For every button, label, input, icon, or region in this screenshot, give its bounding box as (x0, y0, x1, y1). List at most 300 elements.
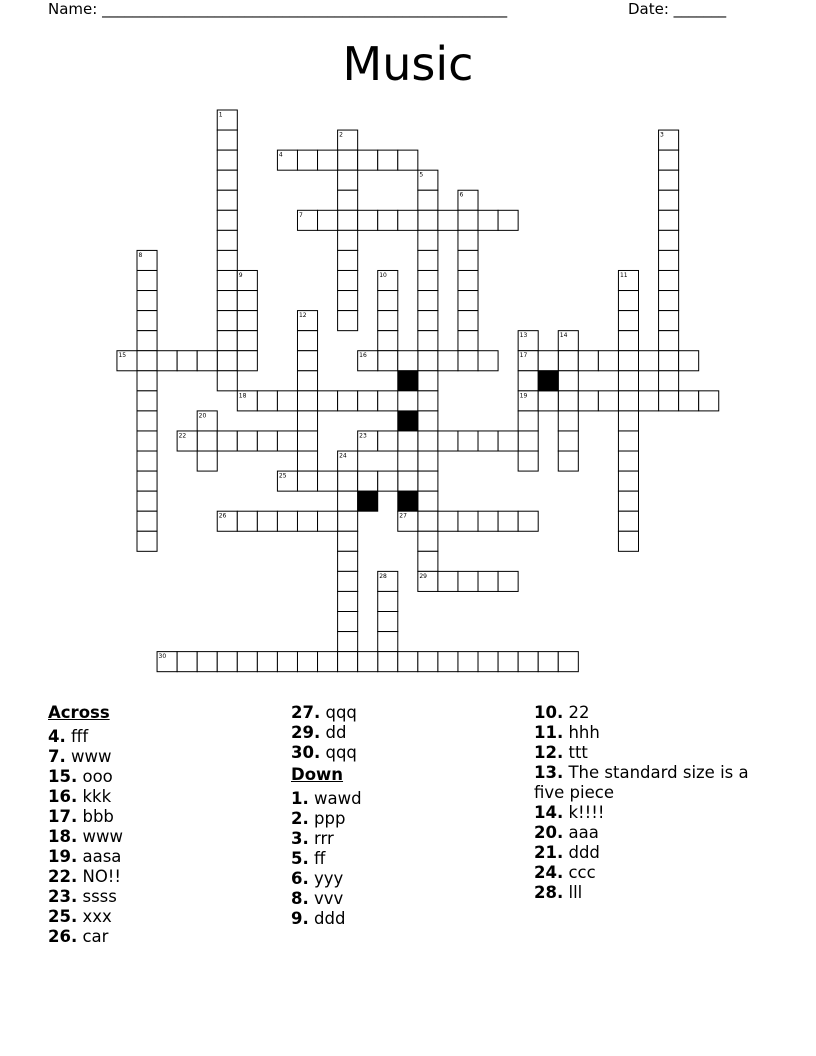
date-field-label[interactable]: Date: _______ (628, 0, 727, 18)
clue-item (291, 829, 511, 849)
grid-cell[interactable] (398, 471, 418, 491)
grid-cell[interactable] (297, 351, 317, 371)
grid-cell[interactable] (277, 391, 297, 411)
grid-cell[interactable] (358, 351, 378, 371)
grid-cell[interactable] (558, 351, 578, 371)
grid-cell[interactable] (558, 652, 578, 672)
grid-cell[interactable] (518, 652, 538, 672)
grid-cell[interactable] (237, 511, 257, 531)
grid-cell[interactable] (418, 451, 438, 471)
grid-cell[interactable] (418, 331, 438, 351)
grid-cell[interactable] (558, 391, 578, 411)
header (48, 0, 768, 20)
clue-number: 25. (48, 907, 78, 926)
grid-cell[interactable] (137, 391, 157, 411)
grid-cell[interactable] (398, 511, 418, 531)
grid-cell[interactable] (197, 411, 217, 431)
grid-cell[interactable] (338, 391, 358, 411)
grid-cell[interactable] (338, 571, 358, 591)
clue-number-label: 12 (298, 312, 307, 320)
name-field-label[interactable]: Name: ______________________________________________________ (48, 0, 508, 18)
clue-text: aasa (77, 847, 122, 866)
grid-cell[interactable] (137, 371, 157, 391)
grid-cell[interactable] (498, 652, 518, 672)
grid-cell[interactable] (478, 210, 498, 230)
grid-cell[interactable] (659, 170, 679, 190)
grid-cell[interactable] (338, 210, 358, 230)
grid-cell[interactable] (297, 411, 317, 431)
grid-cell[interactable] (518, 351, 538, 371)
clue-number: 3. (291, 829, 309, 848)
grid-cell[interactable] (458, 190, 478, 210)
grid-cell[interactable] (378, 612, 398, 632)
grid-cell[interactable] (217, 250, 237, 270)
grid-cell[interactable] (458, 270, 478, 290)
grid-cell[interactable] (237, 351, 257, 371)
grid-cell[interactable] (639, 391, 659, 411)
grid-cell[interactable] (458, 431, 478, 451)
grid-cell[interactable] (378, 210, 398, 230)
grid-cell[interactable] (217, 270, 237, 290)
grid-cell[interactable] (498, 571, 518, 591)
grid-cell[interactable] (297, 391, 317, 411)
clue-number-label: 20 (198, 412, 207, 420)
grid-cell[interactable] (237, 311, 257, 331)
clue-number-label: 29 (419, 572, 427, 580)
grid-cell[interactable] (338, 130, 358, 150)
grid-cell[interactable] (438, 652, 458, 672)
grid-cell[interactable] (618, 311, 638, 331)
grid-cell[interactable] (378, 270, 398, 290)
grid-cell[interactable] (618, 511, 638, 531)
grid-cell[interactable] (618, 451, 638, 471)
clue-number: 13. (534, 763, 564, 782)
grid-cell[interactable] (618, 471, 638, 491)
clue-item (48, 887, 268, 907)
clue-number: 9. (291, 909, 309, 928)
grid-cell[interactable] (659, 190, 679, 210)
grid-cell[interactable] (338, 150, 358, 170)
clue-number: 19. (48, 847, 78, 866)
grid-cell[interactable] (297, 431, 317, 451)
clue-text: xxx (77, 907, 112, 926)
clue-number-label: 6 (459, 191, 464, 199)
grid-cell[interactable] (418, 571, 438, 591)
grid-cell[interactable] (157, 351, 177, 371)
grid-cell[interactable] (137, 291, 157, 311)
grid-cell[interactable] (659, 291, 679, 311)
clue-item (291, 849, 511, 869)
grid-cell[interactable] (318, 391, 338, 411)
grid-cell[interactable] (518, 511, 538, 531)
grid-cell[interactable] (458, 351, 478, 371)
grid-cell[interactable] (338, 270, 358, 290)
grid-cell[interactable] (338, 632, 358, 652)
grid-cell[interactable] (699, 391, 719, 411)
grid-cell[interactable] (418, 531, 438, 551)
grid-cell[interactable] (297, 511, 317, 531)
clue-number: 1. (291, 789, 309, 808)
clue-text: ddd (308, 909, 346, 928)
grid-cell[interactable] (217, 110, 237, 130)
grid-cell[interactable] (237, 652, 257, 672)
grid-cell[interactable] (237, 331, 257, 351)
grid-cell[interactable] (237, 431, 257, 451)
clue-text: NO!! (77, 867, 122, 886)
clue-item (291, 789, 511, 809)
grid-cell[interactable] (518, 391, 538, 411)
grid-cell[interactable] (237, 391, 257, 411)
clue-text: ccc (563, 863, 596, 882)
grid-cell[interactable] (237, 291, 257, 311)
grid-cell[interactable] (538, 351, 558, 371)
grid-cell[interactable] (659, 331, 679, 351)
grid-cell[interactable] (458, 511, 478, 531)
clue-item (534, 703, 759, 723)
grid-cell[interactable] (297, 311, 317, 331)
grid-cell[interactable] (418, 551, 438, 571)
grid-cell[interactable] (338, 652, 358, 672)
grid-cell[interactable] (157, 652, 177, 672)
grid-cell[interactable] (297, 652, 317, 672)
grid-cell[interactable] (338, 531, 358, 551)
grid-cell[interactable] (277, 652, 297, 672)
grid-cell[interactable] (197, 652, 217, 672)
grid-cell[interactable] (498, 210, 518, 230)
grid-cell[interactable] (378, 571, 398, 591)
grid-cell[interactable] (458, 331, 478, 351)
grid-cell[interactable] (418, 471, 438, 491)
grid-cell[interactable] (137, 311, 157, 331)
grid-cell[interactable] (578, 351, 598, 371)
clue-number: 11. (534, 723, 564, 742)
grid-cell[interactable] (518, 451, 538, 471)
grid-cell[interactable] (398, 431, 418, 451)
grid-cell[interactable] (418, 411, 438, 431)
clue-number: 18. (48, 827, 78, 846)
grid-cell[interactable] (217, 511, 237, 531)
grid-cell[interactable] (618, 331, 638, 351)
grid-cell[interactable] (618, 351, 638, 371)
grid-cell[interactable] (338, 170, 358, 190)
grid-cell[interactable] (458, 230, 478, 250)
grid-cell[interactable] (318, 652, 338, 672)
grid-cell[interactable] (418, 431, 438, 451)
grid-cell[interactable] (458, 250, 478, 270)
grid-cell[interactable] (679, 351, 699, 371)
grid-cell[interactable] (318, 210, 338, 230)
grid-cell[interactable] (418, 371, 438, 391)
grid-cell[interactable] (358, 471, 378, 491)
clue-text: www (77, 827, 123, 846)
grid-cell[interactable] (177, 652, 197, 672)
grid-cell[interactable] (277, 150, 297, 170)
grid-cell[interactable] (498, 431, 518, 451)
clue-number-label: 16 (359, 352, 367, 360)
clue-text: www (65, 747, 112, 766)
grid-cell[interactable] (518, 331, 538, 351)
clue-number-label: 28 (379, 572, 387, 580)
grid-cell[interactable] (538, 391, 558, 411)
grid-cell[interactable] (418, 291, 438, 311)
grid-cell[interactable] (558, 411, 578, 431)
grid-cell[interactable] (338, 250, 358, 270)
grid-cell[interactable] (338, 451, 358, 471)
grid-cell[interactable] (318, 511, 338, 531)
clue-number-label: 15 (118, 352, 127, 360)
grid-cell[interactable] (197, 451, 217, 471)
grid-cell[interactable] (418, 491, 438, 511)
grid-cell[interactable] (318, 471, 338, 491)
grid-cell[interactable] (177, 351, 197, 371)
clue-text: ddd (563, 843, 600, 862)
grid-cell[interactable] (458, 571, 478, 591)
grid-cell[interactable] (478, 652, 498, 672)
grid-cell[interactable] (378, 331, 398, 351)
clue-number-label: 1 (218, 111, 223, 119)
grid-cell[interactable] (217, 150, 237, 170)
grid-cell[interactable] (378, 632, 398, 652)
down-clue-list-cont (534, 703, 759, 903)
grid-cell[interactable] (117, 351, 137, 371)
grid-cell[interactable] (137, 451, 157, 471)
grid-cell[interactable] (478, 351, 498, 371)
grid-cell[interactable] (338, 230, 358, 250)
grid-cell[interactable] (558, 431, 578, 451)
clue-text: rrr (308, 829, 334, 848)
grid-cell[interactable] (659, 371, 679, 391)
grid-cell[interactable] (137, 411, 157, 431)
grid-cell[interactable] (398, 652, 418, 672)
clue-item (291, 743, 511, 763)
grid-cell[interactable] (618, 371, 638, 391)
grid-cell[interactable] (378, 471, 398, 491)
grid-cell[interactable] (137, 491, 157, 511)
grid-cell[interactable] (338, 190, 358, 210)
grid-cell[interactable] (257, 431, 277, 451)
grid-cell[interactable] (257, 511, 277, 531)
grid-cell[interactable] (297, 331, 317, 351)
grid-cell[interactable] (418, 250, 438, 270)
grid-cell[interactable] (438, 431, 458, 451)
clue-text: wawd (308, 789, 362, 808)
grid-cell[interactable] (378, 431, 398, 451)
grid-cell[interactable] (578, 391, 598, 411)
grid-cell[interactable] (217, 431, 237, 451)
clue-number-label: 9 (238, 271, 243, 279)
grid-cell[interactable] (398, 150, 418, 170)
grid-cell[interactable] (398, 210, 418, 230)
grid-cell[interactable] (378, 652, 398, 672)
grid-cell[interactable] (217, 170, 237, 190)
grid-cell[interactable] (358, 652, 378, 672)
grid-cell[interactable] (257, 391, 277, 411)
grid-cell[interactable] (659, 250, 679, 270)
grid-cell[interactable] (297, 371, 317, 391)
grid-cell[interactable] (618, 270, 638, 290)
grid-cell[interactable] (598, 351, 618, 371)
grid-cell[interactable] (338, 591, 358, 611)
grid-cell[interactable] (418, 511, 438, 531)
grid-cell[interactable] (618, 411, 638, 431)
grid-cell[interactable] (217, 130, 237, 150)
grid-cell[interactable] (458, 210, 478, 230)
grid-cell[interactable] (458, 311, 478, 331)
grid-cell[interactable] (358, 210, 378, 230)
grid-cell[interactable] (297, 150, 317, 170)
grid-cell[interactable] (338, 291, 358, 311)
grid-cell[interactable] (659, 230, 679, 250)
clue-item (534, 743, 759, 763)
grid-cell[interactable] (137, 331, 157, 351)
grid-cell[interactable] (338, 511, 358, 531)
clue-item (48, 827, 268, 847)
grid-cell[interactable] (438, 210, 458, 230)
grid-cell[interactable] (438, 351, 458, 371)
clue-number-label: 23 (359, 432, 367, 440)
grid-cell[interactable] (418, 391, 438, 411)
clue-number: 16. (48, 787, 78, 806)
grid-cell[interactable] (558, 331, 578, 351)
grid-cell[interactable] (438, 571, 458, 591)
grid-cell[interactable] (338, 551, 358, 571)
grid-cell[interactable] (598, 391, 618, 411)
grid-cell[interactable] (137, 351, 157, 371)
grid-cell[interactable] (679, 391, 699, 411)
clue-text: dd (320, 723, 347, 742)
clue-text: lll (563, 883, 583, 902)
clue-number: 12. (534, 743, 564, 762)
grid-cell[interactable] (618, 291, 638, 311)
clue-item (48, 767, 268, 787)
grid-cell[interactable] (297, 471, 317, 491)
grid-cell[interactable] (458, 291, 478, 311)
grid-cell[interactable] (618, 531, 638, 551)
grid-cell[interactable] (197, 431, 217, 451)
grid-cell[interactable] (518, 411, 538, 431)
grid-cell[interactable] (418, 210, 438, 230)
grid-cell[interactable] (277, 471, 297, 491)
grid-cell[interactable] (659, 391, 679, 411)
grid-cell[interactable] (277, 511, 297, 531)
grid-cell[interactable] (659, 351, 679, 371)
grid-cell[interactable] (217, 190, 237, 210)
grid-cell[interactable] (217, 230, 237, 250)
grid-cell[interactable] (478, 511, 498, 531)
grid-cell[interactable] (217, 371, 237, 391)
black-square (398, 491, 418, 511)
grid-cell[interactable] (217, 351, 237, 371)
grid-cell[interactable] (137, 471, 157, 491)
grid-cell[interactable] (137, 531, 157, 551)
grid-cell[interactable] (538, 652, 558, 672)
grid-cell[interactable] (297, 210, 317, 230)
grid-cell[interactable] (458, 652, 478, 672)
clue-item (291, 809, 511, 829)
grid-cell[interactable] (518, 371, 538, 391)
grid-cell[interactable] (498, 511, 518, 531)
black-square (398, 371, 418, 391)
grid-cell[interactable] (418, 311, 438, 331)
grid-cell[interactable] (398, 351, 418, 371)
across-heading: Across (48, 703, 110, 722)
grid-cell[interactable] (378, 291, 398, 311)
grid-cell[interactable] (358, 391, 378, 411)
grid-cell[interactable] (137, 431, 157, 451)
grid-cell[interactable] (318, 150, 338, 170)
grid-cell[interactable] (257, 652, 277, 672)
grid-cell[interactable] (418, 230, 438, 250)
grid-cell[interactable] (338, 311, 358, 331)
grid-cell[interactable] (418, 351, 438, 371)
grid-cell[interactable] (338, 491, 358, 511)
grid-cell[interactable] (297, 451, 317, 471)
grid-cell[interactable] (659, 270, 679, 290)
black-square (538, 371, 558, 391)
grid-cell[interactable] (197, 351, 217, 371)
grid-cell[interactable] (378, 591, 398, 611)
grid-cell[interactable] (378, 351, 398, 371)
grid-cell[interactable] (659, 311, 679, 331)
grid-cell[interactable] (618, 431, 638, 451)
grid-cell[interactable] (338, 612, 358, 632)
grid-cell[interactable] (659, 150, 679, 170)
grid-cell[interactable] (177, 431, 197, 451)
grid-cell[interactable] (358, 431, 378, 451)
grid-cell[interactable] (378, 311, 398, 331)
clue-column-2 (291, 703, 511, 929)
grid-cell[interactable] (338, 471, 358, 491)
clue-text: kkk (77, 787, 112, 806)
grid-cell[interactable] (518, 431, 538, 451)
grid-cell[interactable] (217, 311, 237, 331)
grid-cell[interactable] (659, 130, 679, 150)
grid-cell[interactable] (378, 391, 398, 411)
down-clue-list (291, 789, 511, 929)
grid-cell[interactable] (217, 210, 237, 230)
grid-cell[interactable] (618, 491, 638, 511)
grid-cell[interactable] (418, 270, 438, 290)
grid-cell[interactable] (237, 270, 257, 290)
grid-cell[interactable] (358, 150, 378, 170)
clue-number-label: 14 (559, 332, 568, 340)
grid-cell[interactable] (398, 451, 418, 471)
grid-cell[interactable] (418, 170, 438, 190)
grid-cell[interactable] (217, 291, 237, 311)
grid-cell[interactable] (618, 391, 638, 411)
grid-cell[interactable] (418, 190, 438, 210)
grid-cell[interactable] (137, 250, 157, 270)
grid-cell[interactable] (558, 371, 578, 391)
grid-cell[interactable] (639, 351, 659, 371)
grid-cell[interactable] (137, 270, 157, 290)
grid-cell[interactable] (438, 511, 458, 531)
grid-cell[interactable] (137, 511, 157, 531)
clue-item (291, 723, 511, 743)
grid-cell[interactable] (277, 431, 297, 451)
clue-number: 28. (534, 883, 564, 902)
grid-cell[interactable] (478, 571, 498, 591)
grid-cell[interactable] (378, 150, 398, 170)
grid-cell[interactable] (217, 652, 237, 672)
grid-cell[interactable] (217, 331, 237, 351)
grid-cell[interactable] (558, 451, 578, 471)
grid-cell[interactable] (478, 431, 498, 451)
grid-cell[interactable] (659, 210, 679, 230)
grid-cell[interactable] (418, 652, 438, 672)
clue-text: yyy (308, 869, 344, 888)
clue-number-label: 19 (519, 392, 528, 400)
